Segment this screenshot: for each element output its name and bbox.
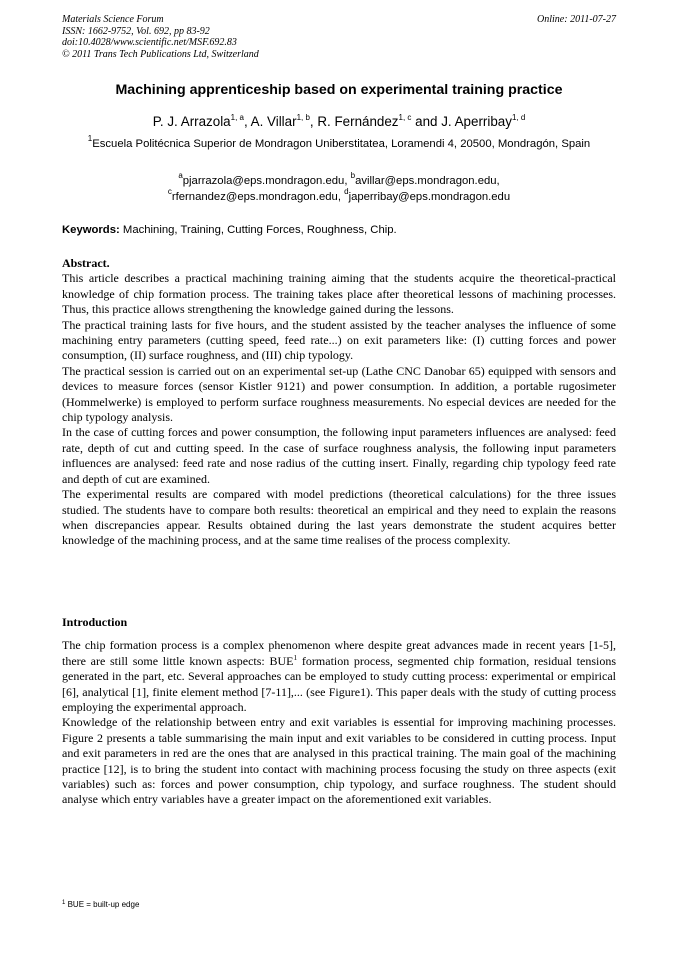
footnote-text: BUE = built-up edge bbox=[67, 900, 140, 909]
intro-text: The chip formation process is a complex phenomenon where despite great advances made in recent years [1-5], there are still some little known aspects: BUE bbox=[62, 638, 616, 668]
abstract-heading: Abstract. bbox=[62, 256, 110, 270]
email-mark: b bbox=[350, 171, 356, 180]
affiliation bbox=[74, 134, 604, 152]
email-separator: , bbox=[344, 175, 351, 187]
keywords-text: Machining, Training, Cutting Forces, Roughness, Chip. bbox=[122, 224, 397, 236]
copyright-line: © 2011 Trans Tech Publications Ltd, Switzerland bbox=[62, 48, 259, 60]
footnote-reference[interactable]: 1 bbox=[293, 652, 298, 662]
abstract-paragraph: The practical training lasts for five hours, and the student assisted by the teacher analyses the influence of some machining entry parameters (cutting speed, feed rate...) on exit parameters like: (I) cutting forces and power consumption, (II) surface roughness, and (III) chip typology. bbox=[62, 317, 616, 363]
abstract-paragraph: This article describes a practical machining training aiming that the students acquire the theoretical-practical knowledge of chip formation process. The training takes place after theoretical lessons of machining processes. Thus, this practice allows strengthening the knowledge gained during the lessons. bbox=[62, 271, 616, 317]
author-list bbox=[62, 114, 616, 129]
author-separator: , bbox=[309, 114, 318, 129]
author-affiliation-mark: 1, a bbox=[230, 113, 244, 122]
introduction-paragraph: Knowledge of the relationship between entry and exit variables is essential for improving machining processes. Figure 2 presents a table summarising the main input and exit variables to be considered in cutting process. Input and exit parameters in red are the ones that are analysed in this practical training. The main goal of the machining practice [12], is to bring the student into contact with machining process focusing the study on three aspects (exit variables) such as: forces and power consumption, chip typology, and surface roughness. The student should analyse which entry variables have a greater impact on the aforementioned exit variables. bbox=[62, 715, 616, 807]
author-affiliation-mark: 1, c bbox=[398, 113, 412, 122]
publication-header bbox=[62, 14, 616, 60]
introduction-heading: Introduction bbox=[62, 615, 128, 629]
author-name: A. Villar bbox=[250, 114, 297, 129]
email-list bbox=[62, 173, 616, 205]
doi-line[interactable]: doi:10.4028/www.scientific.net/MSF.692.83 bbox=[62, 37, 237, 48]
abstract-paragraph: In the case of cutting forces and power consumption, the following input parameters influences are analysed: feed rate, depth of cut and cutting speed. In the case of surface roughness analysis, the following input parameters influences are analysed: feed rate and nose radius of the cutting insert. Finally, regarding chip typology feed rate and depth of cut are examined. bbox=[62, 425, 616, 486]
abstract-paragraph: The practical session is carried out on an experimental set-up (Lathe CNC Danobar 65) equipped with sensors and devices to measure forces (sensor Kistler 9121) and power consumption. In addition, a portable rugosimeter (Hommelwerke) is employed to perform surface roughness measurements. No especial devices are needed for the chip typology analysis. bbox=[62, 363, 616, 425]
email-mark: d bbox=[344, 187, 349, 196]
keywords-label: Keywords: bbox=[62, 224, 120, 236]
author-name: R. Fernández bbox=[317, 114, 399, 129]
email-line bbox=[62, 173, 616, 189]
email-separator: , bbox=[496, 175, 500, 187]
email-mark: c bbox=[167, 187, 172, 196]
email-mark: a bbox=[178, 171, 183, 180]
introduction-paragraph bbox=[62, 638, 616, 715]
author-separator: and bbox=[411, 114, 442, 129]
issn-line: ISSN: 1662-9752, Vol. 692, pp 83-92 bbox=[62, 25, 210, 37]
email-address[interactable]: rfernandez@eps.mondragon.edu bbox=[171, 191, 338, 203]
intro-text: formation process, segmented chip formation, residual tensions generated in the part, etc. Several approaches can be employed to study cutting process: experimental or empirical [6], analytical [1], finite element method [7-11],... (see Figure1). This paper deals with the study of cutting process employing the experimental approach. bbox=[62, 653, 616, 715]
introduction-section bbox=[62, 615, 616, 808]
keywords bbox=[62, 224, 616, 236]
online-date: Online: 2011-07-27 bbox=[537, 14, 616, 25]
author-separator: , bbox=[243, 114, 251, 129]
footnote bbox=[62, 900, 616, 909]
paper-title: Machining apprenticeship based on experimental training practice bbox=[115, 82, 563, 98]
email-address[interactable]: japerribay@eps.mondragon.edu bbox=[348, 191, 511, 203]
email-separator: , bbox=[337, 191, 345, 203]
email-address[interactable]: pjarrazola@eps.mondragon.edu bbox=[182, 175, 345, 187]
abstract-paragraph: The experimental results are compared with model predictions (theoretical calculations) for the three issues studied. The students have to compare both results: theoretical an empirical and they need to explain the reasons when discrepancies appear. Results obtained during the last years demonstrate the student acquires better knowledge of the machining process, and at the same time realises of the process complexity. bbox=[62, 487, 616, 548]
author-affiliation-mark: 1, d bbox=[511, 113, 526, 122]
author-affiliation-mark: 1, b bbox=[296, 113, 310, 122]
email-line bbox=[62, 189, 616, 205]
affiliation-mark: 1 bbox=[87, 134, 93, 143]
journal-name: Materials Science Forum bbox=[62, 14, 164, 25]
abstract-section bbox=[62, 256, 616, 549]
affiliation-text: Escuela Politécnica Superior de Mondragon Uniberstitatea, Loramendi 4, 20500, Mondragón, Spain bbox=[92, 138, 591, 150]
email-address[interactable]: avillar@eps.mondragon.edu bbox=[355, 175, 497, 187]
author-name: J. Aperribay bbox=[441, 114, 512, 129]
footnote-mark: 1 bbox=[62, 900, 66, 906]
author-name: P. J. Arrazola bbox=[152, 114, 231, 129]
